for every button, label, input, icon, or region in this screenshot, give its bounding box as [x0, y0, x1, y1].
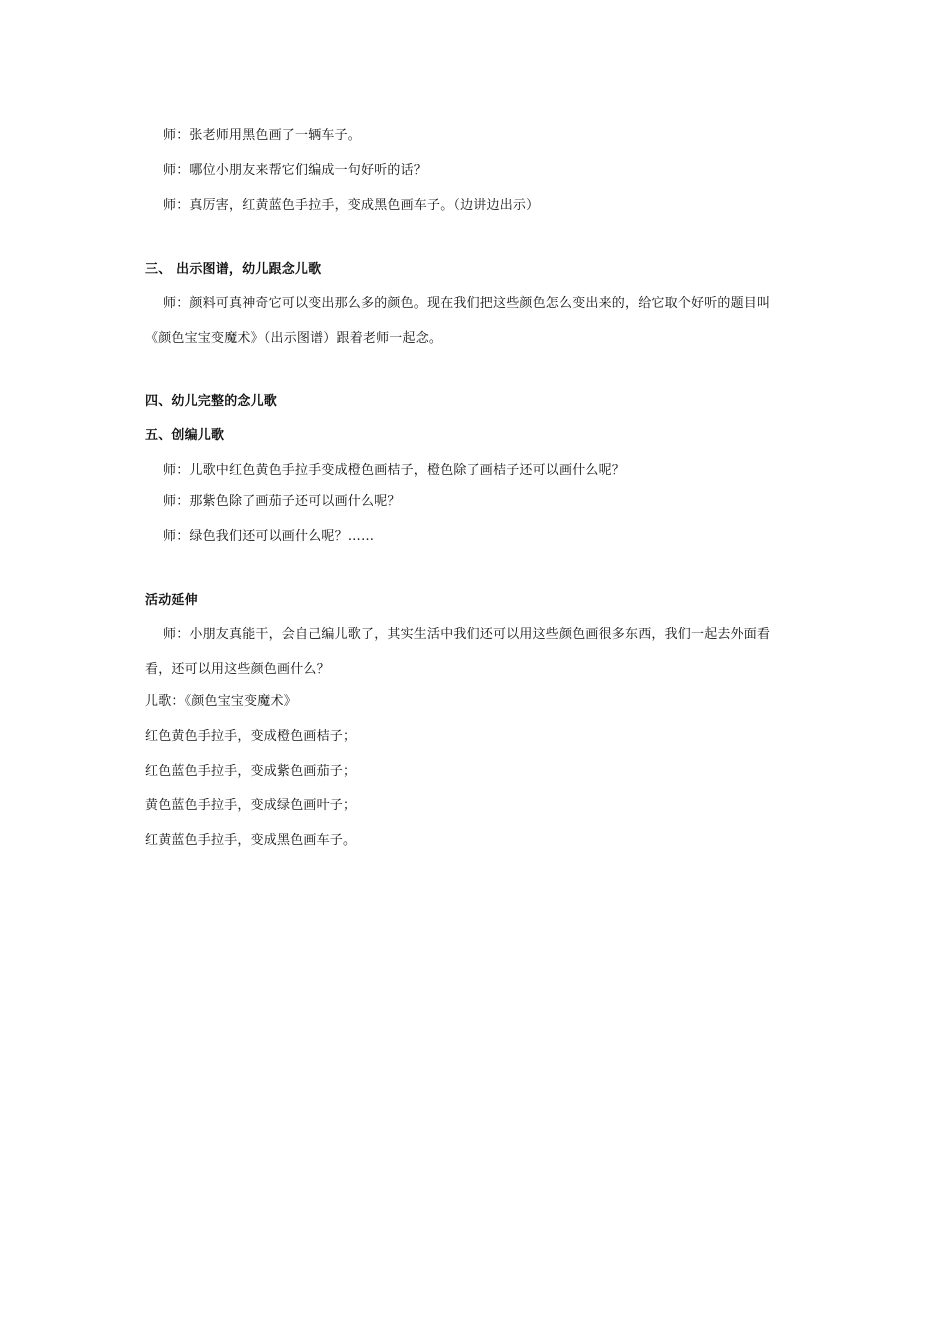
paragraph-line: 师：颜料可真神奇它可以变出那么多的颜色。现在我们把这些颜色怎么变出来的，给它取个好听的题目叫 [163, 296, 771, 311]
section-heading: 五、创编儿歌 [145, 428, 225, 443]
song-title: 儿歌：《颜色宝宝变魔术》 [145, 694, 297, 709]
song-line: 红色黄色手拉手，变成橙色画桔子； [145, 729, 357, 744]
dialog-line: 师：真厉害，红黄蓝色手拉手，变成黑色画车子。（边讲边出示） [163, 198, 540, 213]
song-line: 红色蓝色手拉手，变成紫色画茄子； [145, 764, 357, 779]
section-heading: 三、 出示图谱，幼儿跟念儿歌 [145, 262, 322, 277]
dialog-line: 师：哪位小朋友来帮它们编成一句好听的话？ [163, 163, 428, 178]
dialog-line: 师：张老师用黑色画了一辆车子。 [163, 128, 362, 143]
dialog-line: 师：儿歌中红色黄色手拉手变成橙色画桔子，橙色除了画桔子还可以画什么呢？ [163, 463, 626, 478]
section-heading: 四、幼儿完整的念儿歌 [145, 394, 278, 409]
song-line: 红黄蓝色手拉手，变成黑色画车子。 [145, 833, 357, 848]
dialog-line: 师：那紫色除了画茄子还可以画什么呢？ [163, 494, 401, 509]
song-line: 黄色蓝色手拉手，变成绿色画叶子； [145, 798, 357, 813]
paragraph-line: 看，还可以用这些颜色画什么？ [145, 662, 330, 677]
section-heading: 活动延伸 [145, 593, 198, 608]
dialog-line: 师：绿色我们还可以画什么呢？…… [163, 529, 375, 544]
paragraph-line: 师：小朋友真能干，会自己编儿歌了，其实生活中我们还可以用这些颜色画很多东西，我们一起去外面看 [163, 627, 771, 642]
paragraph-line: 《颜色宝宝变魔术》（出示图谱）跟着老师一起念。 [145, 331, 443, 346]
